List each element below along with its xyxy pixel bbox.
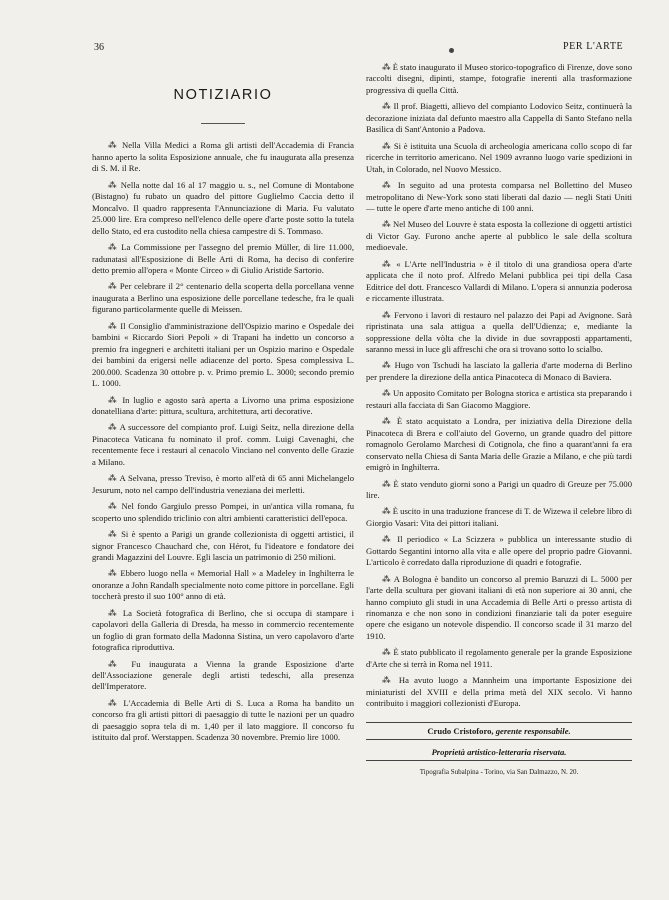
title-divider [201,123,245,124]
news-item: ⁂ Nella Villa Medici a Roma gli artisti dell'Accademia di Francia hanno aperto la solita Esposizione annuale, che fu inaugurata alla presenza di S. M. il Re. [92,140,354,174]
editor-line [366,725,632,737]
news-item: ⁂ È stato pubblicato il regolamento generale per la grande Esposizione d'Arte che si terrà in Roma nel 1911. [366,647,632,669]
news-item: ⁂ A Selvana, presso Treviso, è morto all'età di 65 anni Michelangelo Jesurum, noto nel campo dell'industria veneziana dei merletti. [92,473,354,495]
ornament-dot [449,48,454,53]
news-item: ⁂ In luglio e agosto sarà aperta a Livorno una prima esposizione donatelliana d'arte: pittura, scultura, architettura, arti decorative. [92,394,354,416]
news-item: ⁂ A Bologna è bandito un concorso al premio Baruzzi di L. 5000 per l'arte della scultura per giovani italiani di età non superiore ai 30 anni, che hanno compiuto gli studi in una Accademia di Belle Arti o presso artista di rinomanza e che non sono in condizioni finanziarie tali da poter eseguire opere che esigano un notevole dispendio. Il concorso scade il 31 marzo del 1910. [366,573,632,641]
news-item: ⁂ Fervono i lavori di restauro nel palazzo dei Papi ad Avignone. Sarà ripristinata una sala attigua a quella dell'Udienza; e, mediante la soppressione della vòlta che la divide in due sovrapposti appartamenti, saranno messi in luce gli affreschi che ora si trovano sotto lo scialbo. [366,309,632,354]
news-item: ⁂ È uscito in una traduzione francese di T. de Wizewa il celebre libro di Giorgio Vasari: Vita dei pittori italiani. [366,506,632,528]
news-item: ⁂ Hugo von Tschudi ha lasciato la galleria d'arte moderna di Berlino per prendere la direzione della antica Pinacoteca di Monaco di Baviera. [366,360,632,382]
news-item: ⁂ « L'Arte nell'Industria » è il titolo di una grandiosa opera d'arte applicata che il noto prof. Alfredo Melani pubblica pei tipi della Casa Editrice del dott. Francesco Vallardi di Milano. L'opera si annunzia poderosa e riccamente illustrata. [366,258,632,304]
footer-rule-top [366,722,632,723]
section-title: NOTIZIARIO [173,87,273,103]
right-paragraphs [366,62,632,710]
news-item: ⁂ La Commissione per l'assegno del premio Müller, di lire 11.000, radunatasi all'Esposizione di Belle Arti di Roma, ha deciso di conferire detto premio all'opera « Monte Circeo » di Giulio Aristide Sartorio. [92,242,354,275]
page-number: 36 [94,42,104,53]
news-item: ⁂ Ha avuto luogo a Mannheim una importante Esposizione dei miniaturisti del XVIII e della prima metà del XIX secolo. Vi hanno contribuito i maggiori collezionisti d'Europa. [366,675,632,709]
news-item: ⁂ Si è spento a Parigi un grande collezionista di oggetti artistici, il signor Francesco Chauchard che, con Hérot, fu l'ideatore e fondatore dei grandi Magazzini del Louvre. Egli lascia un patrimonio di 250 milioni. [92,529,354,562]
printer-line: Tipografia Subalpina - Torino, via San Dalmazzo, N. 20. [419,767,579,776]
news-item: ⁂ Nella notte dal 16 al 17 maggio u. s., nel Comune di Montabone (Bistagno) fu rubato un quadro del pittore Guglielmo Caccia detto il Moncalvo. Il quadro rappresenta l'Annunciazione di Maria. Fu valutato 25.000 lire. Era compreso nell'elenco delle opere d'arte poste sotto la tutela dello Stato, ed era custodito nella chiesa campestre di S. Tommaso. [92,179,354,236]
news-item: ⁂ Ebbero luogo nella « Memorial Hall » a Madeley in Inghilterra le onoranze a John Randalh specialmente noto come pittore in porcellane. Egli toccherà presto il suo 100° anno di età. [92,568,354,602]
news-item: ⁂ È stato acquistato a Londra, per iniziativa della Direzione della Pinacoteca di Brera e coll'aiuto del Governo, un grande quadro del pittore romagnolo Gerolamo Marchesi di Cotignola, che fino a quarant'anni fa era conservato nella Chiesa di Santa Maria delle Grazie a Milano, e che più tardi emigrò in Inghilterra. [366,416,632,473]
left-paragraphs [92,140,354,743]
news-item: ⁂ La Società fotografica di Berlino, che si occupa di stampare i capolavori della Galleria di Dresda, ha messo in commercio recentemente un foglio di gran formato della Madonna Sistina, un vero capolavoro d'arte fotografica riproduttiva. [92,607,354,653]
news-item: ⁂ L'Accademia di Belle Arti di S. Luca a Roma ha bandito un concorso fra gli artisti pittori di paesaggio di tutte le nazioni per un quadro di paesaggio sopra tela di m. 1,40 per il lato maggiore. Il concorso fu istituito dal prof. Werstappen. Scadenza 30 novembre. Premio lire 1000. [92,697,354,743]
news-item: ⁂ Il prof. Biagetti, allievo del compianto Lodovico Seitz, continuerà la decorazione iniziata dal defunto maestro alla Cappella di Santo Stefano nella Basilica di Sant'Antonio a Padova. [366,101,632,135]
editor-name: Crudo Cristoforo, [427,725,494,736]
right-column [366,62,632,778]
news-item: ⁂ Un apposito Comitato per Bologna storica e artistica sta preparando i restauri alla facciata di San Giacomo Maggiore. [366,388,632,410]
rights-notice: Proprietà artistico-letteraria riservata. [431,746,567,757]
news-item: ⁂ In seguito ad una protesta comparsa nel Bollettino del Museo metropolitano di New-York sono stati liberati dal dazio — negli Stati Uniti — tutte le opere d'arte meno antiche di 100 anni. [366,180,632,213]
left-column [92,87,354,749]
news-item: ⁂ Si è istituita una Scuola di archeologia americana collo scopo di far ricerche in territorio americano. Nel 1909 avranno luogo varie spedizioni in Utah, in Colorado, nel Nuovo Messico. [366,140,632,174]
news-item: ⁂ Per celebrare il 2° centenario della scoperta della porcellana venne inaugurata a Berlino una esposizione delle porcellane tedesche, fra le quali figurano particolarmente quelle di Meissen. [92,281,354,315]
news-item: ⁂ Il Consiglio d'amministrazione dell'Ospizio marino e Ospedale dei bambini « Riccardo Siori Pepoli » di Trapani ha indetto un concorso a premio fra ingegneri e architetti italiani per un Ospizio marino e Ospedale dei bambini da erigersi nelle adiacenze del porto. Spesa complessiva L. 200.000. Scadenza 30 ottobre p. v. Primo premio L. 3000; secondo premio L. 1000. [92,320,354,389]
footer-rule-mid [366,739,632,740]
editor-role: gerente responsabile. [495,725,571,736]
news-item: ⁂ Fu inaugurata a Vienna la grande Esposizione d'arte dell'Associazione generale degli artisti tedeschi, alla presenza dell'Imperatore. [92,658,354,692]
news-item: ⁂ È stato venduto giorni sono a Parigi un quadro di Greuze per 75.000 lire. [366,478,632,500]
running-title: PER L'ARTE [563,41,624,52]
news-item: ⁂ È stato inaugurato il Museo storico-topografico di Firenze, dove sono raccolti disegni, dipinti, stampe, fotografie inerenti alla trasformazione progressiva di quella Città. [366,62,632,95]
news-item: ⁂ Il periodico « La Scizzera » pubblica un interessante studio di Gottardo Segantini intorno alla vita e alle opere del proprio padre Giovanni. L'articolo è corredato dalla riproduzione di quadri e fotografie. [366,534,632,568]
news-item: ⁂ A successore del compianto prof. Luigi Seitz, nella direzione della Pinacoteca Vaticana fu nominato il prof. comm. Luigi Cavenaghi, che recentemente fece i restauri al cenacolo Vinciano nel convento delle Grazie a Milano. [92,422,354,467]
footer-rule-bottom [366,760,632,761]
news-item: ⁂ Nel Museo del Louvre è stata esposta la collezione di oggetti artistici di Victor Gay. Furono anche aperte al pubblico le sale della scoltura medioevale. [366,219,632,253]
news-item: ⁂ Nel fondo Gargiulo presso Pompei, in un'antica villa romana, fu scoperto uno splendido triclinio con altri ambienti caratteristici dell'epoca. [92,501,354,523]
